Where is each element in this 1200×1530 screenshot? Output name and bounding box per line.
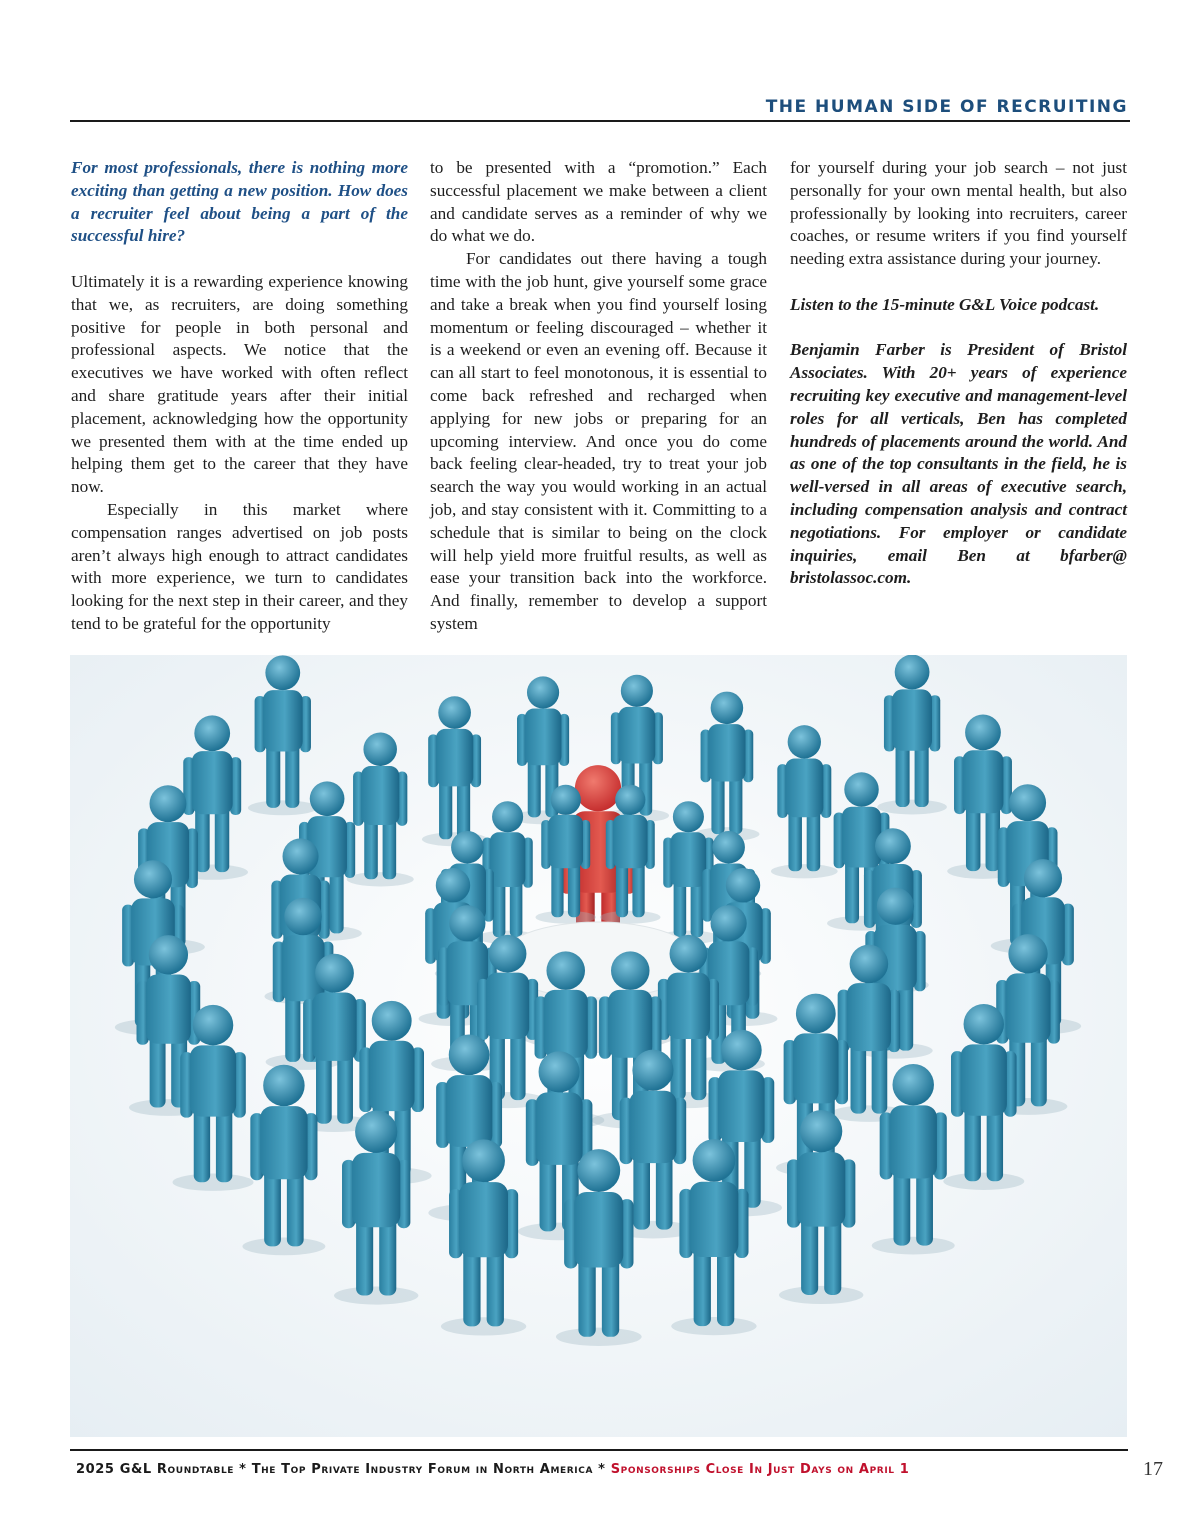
footer-highlight: Sponsorships Close In Just Days on April 1 [610,1462,910,1477]
author-bio: Benjamin Farber is President of Bristol Associates. With 20+ years of experience recruiting key executive and management-level roles for all verticals, Ben has completed hundreds of placements around the world. And as one of the top consultants in the field, he is well-versed in all areas of executive search, including compensation analysis and contract negotiations. For employer or candidate inquiries, email Ben at bfarber@ bristolassoc.com. [790,340,1127,588]
article-column-1 [71,157,408,636]
interview-question: For most professionals, there is nothing more exciting than getting a new position. How does a recruiter feel about being a part of the successful hire? [71,158,408,246]
crowd-illustration [70,655,1127,1437]
article-column-3 [790,157,1127,590]
article-column-2 [430,157,767,636]
crowd-circle-illustration-icon [70,655,1127,1437]
paragraph: to be presented with a “promotion.” Each successful placement we make between a client and candidate serves as a reminder of why we do what we do. [430,158,767,246]
header-rule [70,120,1130,122]
paragraph: For candidates out there having a tough time with the job hunt, give yourself some grace and take a break when you find yourself losing momentum or feeling discouraged – whether it is a weekend or even an evening off. Because it can all start to feel monotonous, it is essential to come back refreshed and recharged when applying for new jobs or preparing for an upcoming interview. And once you do come back feeling clear-headed, try to treat your job search the way you would working in an actual job, and stay consistent with it. Committing to a schedule that is similar to being on the clock will help yield more fruitful results, as well as ease your transition back into the workforce. And finally, remember to develop a support system [430,249,767,633]
footer-rule [70,1449,1128,1451]
page-number: 17 [1143,1458,1163,1480]
paragraph: Ultimately it is a rewarding experience knowing that we, as recruiters, are doing something positive for people in both personal and professional aspects. We notice that the executives we have worked with often reflect and share gratitude years after their initial placement, acknowledging how the opportunity we presented them with at the time ended up helping them get to the career that they have now. [71,271,408,497]
paragraph: for yourself during your job search – not just personally for your own mental health, but also professionally by looking into recruiters, career coaches, or resume writers if you find yourself needing extra assistance during your journey. [790,158,1127,269]
footer-banner [76,1462,909,1477]
podcast-link[interactable]: Listen to the 15-minute G&L Voice podcast. [790,294,1100,314]
section-title: THE HUMAN SIDE OF RECRUITING [765,97,1128,117]
paragraph: Especially in this market where compensation ranges advertised on job posts aren’t always high enough to attract candidates with more experience, we turn to candidates looking for the next step in their career, and they tend to be grateful for the opportunity [71,499,408,633]
footer-text: 2025 G&L Roundtable * The Top Private Industry Forum in North America * [76,1462,611,1477]
